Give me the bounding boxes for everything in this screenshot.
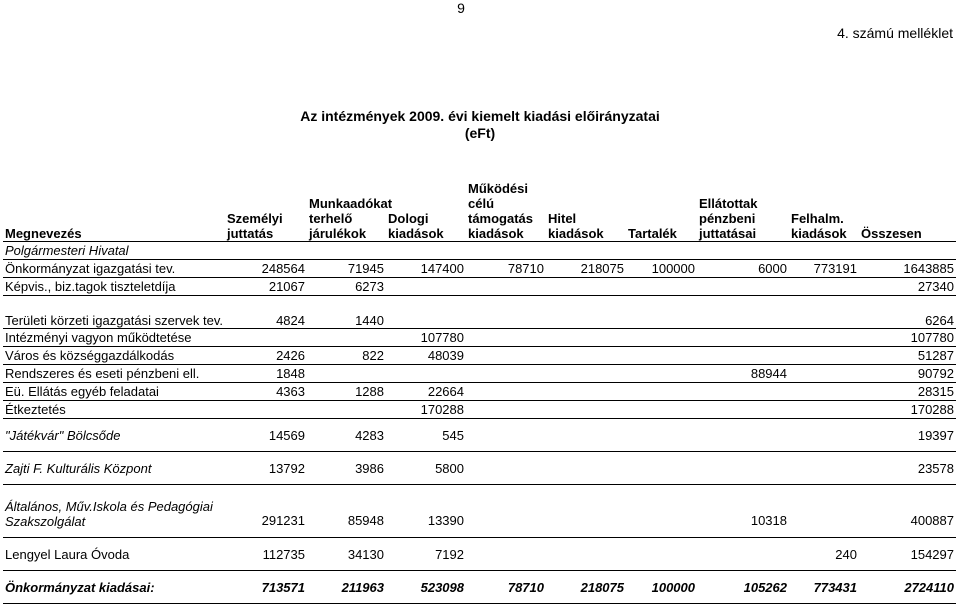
cell-capital — [789, 485, 859, 538]
cell-contributions — [307, 365, 386, 383]
header-row — [3, 168, 956, 242]
cell-total: 6264 — [925, 313, 954, 328]
table-row — [3, 538, 956, 571]
cell-benefits — [697, 296, 789, 329]
total-total: 2724110 — [904, 579, 954, 595]
cell-personnel: 2426 — [276, 348, 305, 363]
document-title: Az intézmények 2009. évi kiemelt kiadási előirányzatai — [300, 108, 660, 124]
cell-benefits — [697, 278, 789, 296]
header-capital: Felhalm. kiadások — [789, 168, 859, 242]
total-operating-support: 78710 — [507, 579, 544, 595]
cell-loan — [546, 365, 626, 383]
header-operating-support: Működési célú támogatás kiadások — [466, 168, 546, 242]
cell-operating-support — [466, 383, 546, 401]
header-reserve: Tartalék — [626, 168, 697, 242]
cell-capital: 773191 — [813, 261, 857, 276]
cell-total: 90792 — [917, 366, 954, 381]
cell-operating-support — [466, 485, 546, 538]
cell-operating-support — [466, 452, 546, 485]
cell-benefits — [697, 347, 789, 365]
cell-reserve — [626, 538, 697, 571]
header-contributions: Munkaadókat terhelő járulékok — [307, 168, 386, 242]
cell-capital — [789, 383, 859, 401]
cell-capital — [789, 365, 859, 383]
cell-reserve — [626, 383, 697, 401]
header-total: Összesen — [859, 168, 956, 242]
cell-benefits: 10318 — [750, 512, 787, 528]
cell-benefits — [697, 329, 789, 347]
cell-material — [386, 278, 466, 296]
cell-capital — [789, 419, 859, 452]
cell-contributions: 3986 — [355, 460, 384, 476]
cell-total: 154297 — [910, 546, 954, 562]
cell-total: 1643885 — [903, 261, 954, 276]
cell-material: 5800 — [435, 460, 464, 476]
total-label: Önkormányzat kiadásai: — [5, 579, 155, 595]
cell-personnel: 21067 — [268, 279, 305, 294]
cell-capital — [789, 347, 859, 365]
row-label: Város és községgazdálkodás — [5, 348, 175, 363]
cell-benefits — [697, 383, 789, 401]
cell-personnel: 14569 — [268, 427, 305, 443]
header-benefits: Ellátottak pénzbeni juttatásai — [697, 168, 789, 242]
table-row — [3, 278, 956, 296]
row-label: Polgármesteri Hivatal — [5, 243, 129, 258]
cell-operating-support — [466, 401, 546, 419]
cell-reserve — [626, 347, 697, 365]
cell-operating-support — [466, 419, 546, 452]
annex-label: 4. számú melléklet — [837, 25, 953, 41]
cell-benefits: 88944 — [750, 366, 787, 381]
cell-operating-support — [466, 365, 546, 383]
cell-material: 147400 — [420, 261, 464, 276]
cell-reserve — [626, 278, 697, 296]
table-row — [3, 452, 956, 485]
row-label: Lengyel Laura Óvoda — [5, 546, 130, 562]
cell-contributions: 1440 — [355, 313, 384, 328]
cell-total: 51287 — [917, 348, 954, 363]
cell-reserve — [626, 329, 697, 347]
cell-operating-support — [466, 329, 546, 347]
cell-total: 27340 — [917, 279, 954, 294]
cell-personnel — [225, 329, 307, 347]
table-row — [3, 383, 956, 401]
cell-loan — [546, 452, 626, 485]
cell-capital — [789, 296, 859, 329]
cell-material: 107780 — [420, 330, 464, 345]
cell-operating-support: 78710 — [507, 261, 544, 276]
row-label: Eü. Ellátás egyéb feladatai — [5, 384, 159, 399]
cell-contributions: 85948 — [347, 512, 384, 528]
total-capital: 773431 — [813, 579, 857, 595]
table-row — [3, 419, 956, 452]
cell-contributions: 71945 — [347, 261, 384, 276]
cell-loan — [546, 485, 626, 538]
cell-loan — [546, 347, 626, 365]
cell-personnel: 13792 — [268, 460, 305, 476]
row-label: Zajti F. Kulturális Központ — [5, 460, 152, 476]
cell-contributions: 4283 — [355, 427, 384, 443]
cell-operating-support — [466, 347, 546, 365]
cell-reserve — [626, 419, 697, 452]
cell-reserve: 100000 — [651, 261, 695, 276]
cell-material: 545 — [442, 427, 464, 443]
cell-personnel: 4824 — [276, 313, 305, 328]
cell-material: 7192 — [435, 546, 464, 562]
cell-benefits — [697, 419, 789, 452]
cell-reserve — [626, 401, 697, 419]
cell-total: 107780 — [910, 330, 954, 345]
cell-reserve — [626, 485, 697, 538]
total-benefits: 105262 — [743, 579, 787, 595]
total-contributions: 211963 — [341, 579, 384, 595]
budget-table — [3, 168, 956, 604]
header-name: Megnevezés — [3, 168, 225, 242]
cell-loan — [546, 419, 626, 452]
header-loan: Hitel kiadások — [546, 168, 626, 242]
cell-material: 48039 — [427, 348, 464, 363]
row-label: Intézményi vagyon működtetése — [5, 330, 192, 345]
cell-reserve — [626, 365, 697, 383]
header-material: Dologi kiadások — [386, 168, 466, 242]
table-row — [3, 401, 956, 419]
cell-material: 22664 — [427, 384, 464, 399]
cell-material: 13390 — [427, 512, 464, 528]
cell-personnel: 248564 — [261, 261, 305, 276]
table-row — [3, 242, 956, 260]
cell-contributions: 34130 — [347, 546, 384, 562]
cell-loan — [546, 278, 626, 296]
cell-capital — [789, 452, 859, 485]
cell-capital — [789, 278, 859, 296]
table-row — [3, 260, 956, 278]
cell-personnel: 112735 — [262, 546, 305, 562]
cell-personnel: 1848 — [276, 366, 305, 381]
cell-benefits — [697, 538, 789, 571]
cell-benefits — [697, 452, 789, 485]
cell-personnel: 4363 — [276, 384, 305, 399]
cell-personnel: 291231 — [261, 512, 305, 528]
cell-material — [386, 296, 466, 329]
cell-loan — [546, 296, 626, 329]
cell-loan — [546, 329, 626, 347]
cell-total: 19397 — [917, 427, 954, 443]
cell-total: 170288 — [910, 402, 954, 417]
cell-personnel — [225, 401, 307, 419]
row-label: Étkeztetés — [5, 402, 66, 417]
row-label: "Játékvár" Bölcsőde — [5, 427, 121, 443]
cell-loan — [546, 538, 626, 571]
total-row — [3, 571, 956, 604]
cell-contributions — [307, 401, 386, 419]
cell-capital: 240 — [835, 546, 857, 562]
header-personnel: Személyi juttatás — [225, 168, 307, 242]
cell-capital — [789, 401, 859, 419]
cell-benefits: 6000 — [758, 261, 787, 276]
table-row — [3, 365, 956, 383]
cell-loan — [546, 383, 626, 401]
unit-subtitle: (eFt) — [464, 125, 496, 141]
total-material: 523098 — [420, 579, 464, 595]
cell-operating-support — [466, 538, 546, 571]
cell-benefits — [697, 401, 789, 419]
cell-operating-support — [466, 296, 546, 329]
cell-capital — [789, 329, 859, 347]
page-number: 9 — [457, 0, 465, 16]
cell-contributions: 1288 — [355, 384, 384, 399]
total-personnel: 713571 — [261, 579, 305, 595]
cell-total: 400887 — [910, 512, 954, 528]
total-reserve: 100000 — [651, 579, 695, 595]
table-row — [3, 485, 956, 538]
cell-material: 170288 — [420, 402, 464, 417]
cell-contributions: 822 — [362, 348, 384, 363]
cell-loan: 218075 — [580, 261, 624, 276]
cell-reserve — [626, 296, 697, 329]
cell-total: 28315 — [917, 384, 954, 399]
row-label: Általános, Műv.Iskola és Pedagógiai Szakszolgálat — [5, 499, 213, 529]
row-label: Képvis., biz.tagok tiszteletdíja — [5, 279, 176, 294]
table-row — [3, 329, 956, 347]
table-row — [3, 347, 956, 365]
row-label: Önkormányzat igazgatási tev. — [5, 261, 176, 276]
cell-loan — [546, 401, 626, 419]
row-label: Rendszeres és eseti pénzbeni ell. — [5, 366, 200, 381]
cell-contributions: 6273 — [355, 279, 384, 294]
cell-operating-support — [466, 278, 546, 296]
row-label: Területi körzeti igazgatási szervek tev. — [5, 313, 223, 328]
cell-reserve — [626, 452, 697, 485]
cell-contributions — [307, 329, 386, 347]
cell-material — [386, 365, 466, 383]
table-row — [3, 296, 956, 329]
total-loan: 218075 — [580, 579, 624, 595]
cell-total: 23578 — [917, 460, 954, 476]
